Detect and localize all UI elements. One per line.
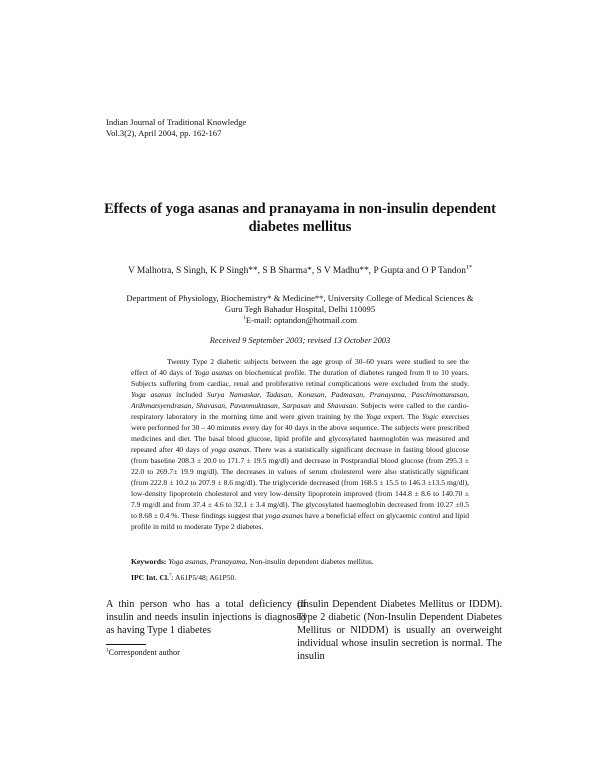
ipc-label: IPC Int. Cl. — [131, 573, 169, 582]
abstract-text: included — [171, 390, 207, 399]
abstract-text: Twenty Type 2 diabetic subjects between the age group of 30–60 years were studied to see the effect of 40 days of — [131, 357, 469, 377]
abstract-italic: yoga asanas — [265, 511, 303, 520]
footnote-text: Correspondent author — [108, 648, 180, 657]
abstract-italic: Yoga asanas — [131, 390, 172, 399]
journal-header — [106, 117, 246, 139]
abstract-text: . Subjects were called to the cardio-respiratory laboratory in the morning time and were given training by the — [131, 401, 470, 421]
abstract-text: . There was a statistically significant decrease in fasting blood glucose (from baseline 208.3 ± 20.0 to 171.7 ± 19.5 mg/dl) and decrease in Postprandial blood glucose (from 295.3 ± 22.0 to 269.7± 19.9 mg/dl). The decreases in values of serum cholesterol were also statistically significant (from 222.8 ± 10.2 to 207.9 ± 8.6 mg/dl). The triglyceride decreased (from 168.5 ± 15.5 to 146.3 ±13.5 mg/dl), low-density lipoprotein cholesterol and very low-density lipoprotein improved (from 144.8 ± 8.6 to 140.70 ± 7.9 mg/dl and from 37.4 ± 4.6 to 32.1 ± 3.4 mg/dl). The glycosylated haemoglobin decreased from 10.27 ±0.5 to 8.68 ± 0.4 %. These findings suggest that — [131, 445, 469, 520]
author-list — [120, 265, 480, 278]
ipc-sup: 7 — [168, 573, 172, 579]
footnote-mark: 1 — [106, 647, 109, 654]
abstract-italic: Yoga asanas — [194, 368, 233, 377]
abstract-italic: Yogic — [421, 412, 439, 421]
keywords — [131, 557, 469, 567]
affiliation-dept: Department of Physiology, Biochemistry* & Medicine**, University College of Medical Sciences & Guru Tegh Bahadur Hospital, Delhi 110095 — [126, 293, 474, 314]
abstract-italic: Yoga — [366, 412, 381, 421]
corresponding-mark: 1* — [465, 264, 473, 271]
ipc-classification — [131, 573, 469, 583]
abstract-italic: Surya Namaskar, Tadasan, Konasan, Padmasan, Pranayama, Paschimottanasan, Ardhmatsyendrasan, Shavasan, Pavanmuktasan, Sarpasan — [131, 390, 469, 410]
footnote-divider — [106, 644, 146, 645]
abstract-text: exercises were performed for 30 – 40 minutes every day for 40 days in the above sequence. The subjects were prescribed medicines and diet. The basal blood glucose, lipid profile and glycosylated haemoglobin was measured and repeated after 40 days of — [131, 412, 470, 454]
body-column-left: A thin person who has a total deficiency of insulin and needs insulin injections is diagnosed as having Type 1 diabetes — [106, 599, 306, 636]
ipc-value: : A61P5/48; A61P50. — [171, 573, 237, 582]
abstract — [131, 356, 469, 532]
journal-issue: Vol.3(2), April 2004, pp. 162-167 — [106, 128, 222, 138]
journal-name: Indian Journal of Traditional Knowledge — [106, 117, 247, 127]
abstract-text: and — [310, 401, 328, 410]
abstract-italic: yoga asanas — [211, 445, 250, 454]
abstract-text: on biochemical profile. The duration of diabetes ranged from 0 to 10 years. Subjects suffering from cardiac, renal and proliferative retinal complications were excluded from the study. — [131, 368, 469, 388]
keywords-rest: , Non-insulin dependent diabetes mellitus. — [245, 557, 374, 566]
body-column-right: (Insulin Dependent Diabetes Mellitus or IDDM). Type 2 diabetic (Non-Insulin Dependent Diabetes Mellitus or NIDDM) is usually an overweight individual whose insulin secretion is normal. The insulin — [297, 599, 502, 662]
affiliation — [120, 293, 480, 326]
abstract-italic: Shavasan — [327, 401, 357, 410]
footnote — [106, 648, 180, 658]
abstract-text: expert. The — [380, 412, 422, 421]
email-mark: 1 — [243, 315, 246, 322]
affiliation-email — [120, 315, 480, 326]
abstract-text: have a beneficial effect on glycaemic control and lipid profile in mild to moderate Type 2 diabetes. — [131, 511, 470, 531]
paper-title: Effects of yoga asanas and pranayama in non-insulin dependent diabetes mellitus — [104, 201, 496, 235]
keywords-label: Keywords: — [131, 557, 167, 566]
keywords-italic: Yoga asanas, Pranayama — [168, 557, 246, 566]
received-dates: Received 9 September 2003; revised 13 October 2003 — [209, 336, 391, 345]
author-names: V Malhotra, S Singh, K P Singh**, S B Sharma*, S V Madhu**, P Gupta and O P Tandon — [127, 266, 466, 276]
email-text: E-mail: optandon@hotmail.com — [245, 315, 357, 325]
